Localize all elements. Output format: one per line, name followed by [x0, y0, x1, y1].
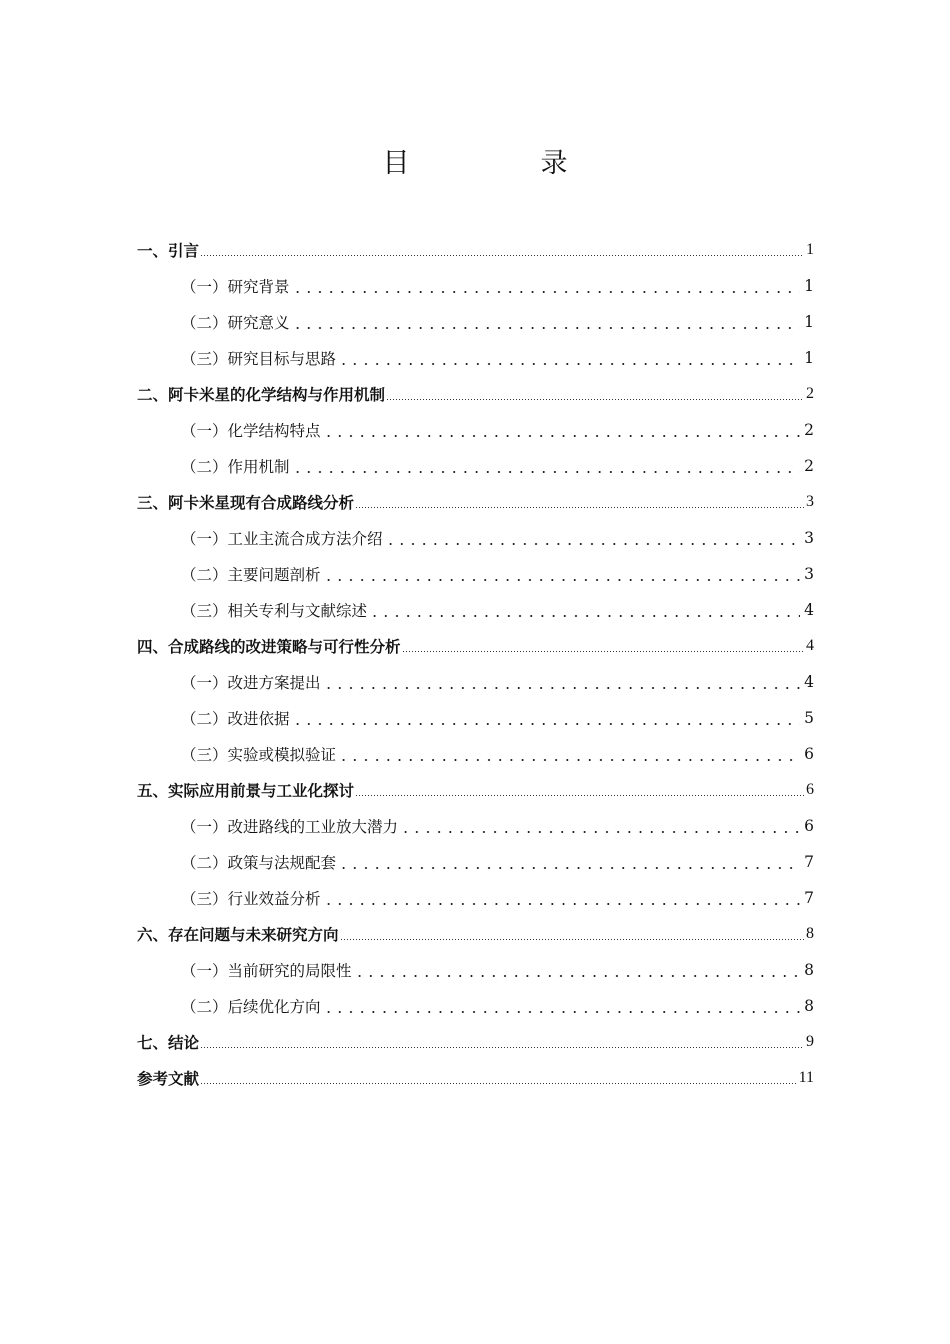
- toc-entry-title: （一）化学结构特点: [181, 422, 321, 440]
- toc-dot-leader: [398, 808, 804, 844]
- toc-dot-leader: [290, 304, 805, 340]
- toc-entry-section[interactable]: [137, 556, 814, 592]
- toc-entry-section[interactable]: [137, 700, 814, 736]
- toc-entry-section[interactable]: [137, 520, 814, 556]
- toc-entry-title: （一）改进方案提出: [181, 674, 321, 692]
- toc-page-number: 1: [806, 241, 814, 258]
- toc-dot-leader: [321, 412, 805, 448]
- toc-entry-section[interactable]: [137, 880, 814, 916]
- toc-page-number: 8: [804, 997, 814, 1015]
- toc-dot-leader: [383, 520, 805, 556]
- toc-entry-title: （二）主要问题剖析: [181, 566, 321, 584]
- toc-entry-chapter[interactable]: [137, 376, 814, 412]
- toc-page-number: 7: [804, 889, 814, 907]
- toc-entry-section[interactable]: [137, 952, 814, 988]
- toc-dot-leader: [336, 736, 804, 772]
- toc-page-number: 4: [804, 601, 814, 619]
- toc-dot-leader: [321, 556, 805, 592]
- toc-page-number: 2: [804, 457, 814, 475]
- toc-page-number: 2: [804, 421, 814, 439]
- toc-entry-title: （二）后续优化方向: [181, 998, 321, 1016]
- toc-entry-title: 一、引言: [137, 242, 200, 260]
- toc-entry-chapter[interactable]: [137, 232, 814, 268]
- toc-entry-title: 四、合成路线的改进策略与可行性分析: [137, 638, 401, 656]
- toc-entry-title: 五、实际应用前景与工业化探讨: [137, 782, 355, 800]
- toc-entry-section[interactable]: [137, 268, 814, 304]
- toc-entry-section[interactable]: [137, 844, 814, 880]
- toc-entry-title: （二）改进依据: [181, 710, 290, 728]
- toc-entry-section[interactable]: [137, 808, 814, 844]
- toc-dot-leader: [401, 628, 806, 664]
- toc-dot-leader: [199, 1024, 806, 1060]
- toc-entry-title: （一）当前研究的局限性: [181, 962, 352, 980]
- toc-dot-leader: [354, 772, 806, 808]
- toc-page-number: 1: [804, 277, 814, 295]
- toc-page-number: 5: [804, 709, 814, 727]
- toc-entry-section[interactable]: [137, 340, 814, 376]
- toc-entry-chapter[interactable]: [137, 1060, 814, 1096]
- toc-dot-leader: [199, 232, 806, 268]
- toc-dot-leader: [321, 988, 805, 1024]
- toc-dot-leader: [336, 340, 804, 376]
- toc-entry-title: 六、存在问题与未来研究方向: [137, 926, 339, 944]
- toc-dot-leader: [290, 448, 805, 484]
- toc-entry-title: （二）研究意义: [181, 314, 290, 332]
- toc-page-number: 11: [798, 1069, 814, 1086]
- toc-dot-leader: [385, 376, 806, 412]
- toc-entry-title: 参考文献: [137, 1070, 200, 1088]
- toc-entry-section[interactable]: [137, 592, 814, 628]
- toc-dot-leader: [321, 880, 805, 916]
- toc-entry-section[interactable]: [137, 304, 814, 340]
- table-of-contents: [137, 232, 814, 1096]
- toc-page-number: 4: [804, 673, 814, 691]
- toc-entry-chapter[interactable]: [137, 628, 814, 664]
- toc-page-number: 2: [806, 385, 814, 402]
- toc-entry-title: （三）相关专利与文献综述: [181, 602, 368, 620]
- toc-entry-title: 三、阿卡米星现有合成路线分析: [137, 494, 355, 512]
- toc-entry-chapter[interactable]: [137, 1024, 814, 1060]
- toc-dot-leader: [290, 700, 805, 736]
- toc-page-number: 7: [804, 853, 814, 871]
- toc-entry-title: （一）改进路线的工业放大潜力: [181, 818, 399, 836]
- toc-dot-leader: [321, 664, 805, 700]
- toc-dot-leader: [290, 268, 805, 304]
- toc-page-number: 8: [804, 961, 814, 979]
- toc-page-number: 6: [804, 817, 814, 835]
- toc-page-number: 6: [804, 745, 814, 763]
- toc-entry-title: （一）研究背景: [181, 278, 290, 296]
- toc-dot-leader: [336, 844, 804, 880]
- toc-entry-title: （三）研究目标与思路: [181, 350, 337, 368]
- toc-dot-leader: [199, 1060, 799, 1096]
- toc-entry-section[interactable]: [137, 448, 814, 484]
- toc-entry-title: 二、阿卡米星的化学结构与作用机制: [137, 386, 386, 404]
- toc-entry-section[interactable]: [137, 664, 814, 700]
- toc-entry-title: （一）工业主流合成方法介绍: [181, 530, 383, 548]
- toc-dot-leader: [352, 952, 805, 988]
- toc-entry-chapter[interactable]: [137, 916, 814, 952]
- toc-dot-leader: [367, 592, 804, 628]
- toc-page-number: 8: [806, 925, 814, 942]
- toc-dot-leader: [354, 484, 806, 520]
- toc-entry-chapter[interactable]: [137, 772, 814, 808]
- toc-entry-section[interactable]: [137, 988, 814, 1024]
- toc-page-number: 4: [806, 637, 814, 654]
- page-title: 目 录: [382, 148, 620, 179]
- toc-page-number: 3: [804, 565, 814, 583]
- toc-page-number: 6: [806, 781, 814, 798]
- toc-entry-title: （二）政策与法规配套: [181, 854, 337, 872]
- toc-entry-section[interactable]: [137, 736, 814, 772]
- toc-entry-chapter[interactable]: [137, 484, 814, 520]
- toc-entry-section[interactable]: [137, 412, 814, 448]
- toc-entry-title: （三）实验或模拟验证: [181, 746, 337, 764]
- toc-page-number: 9: [806, 1033, 814, 1050]
- toc-page-number: 3: [806, 493, 814, 510]
- toc-page-number: 1: [804, 349, 814, 367]
- toc-entry-title: （三）行业效益分析: [181, 890, 321, 908]
- toc-entry-title: （二）作用机制: [181, 458, 290, 476]
- toc-page-number: 3: [804, 529, 814, 547]
- toc-entry-title: 七、结论: [137, 1034, 200, 1052]
- toc-dot-leader: [339, 916, 806, 952]
- toc-page-number: 1: [804, 313, 814, 331]
